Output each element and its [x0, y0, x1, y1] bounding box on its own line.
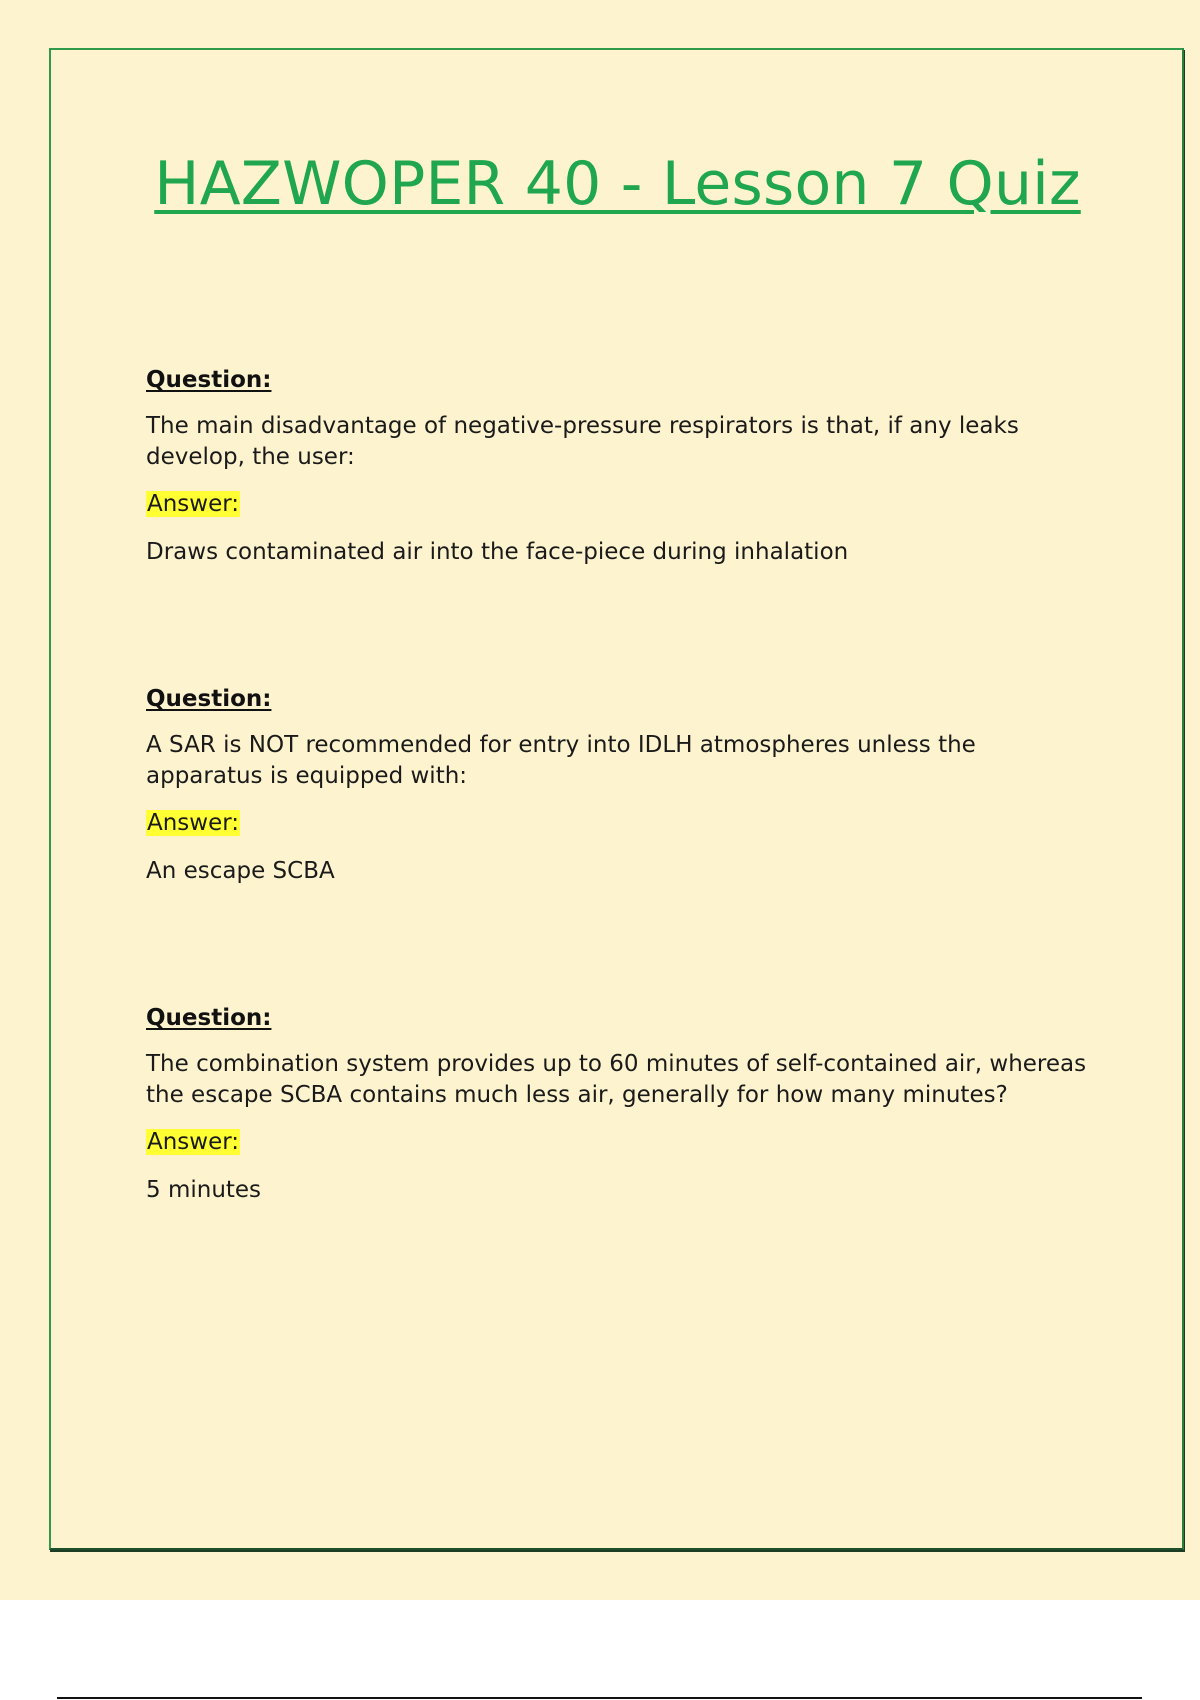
qa-item-2	[146, 684, 1096, 887]
answer-text: An escape SCBA	[146, 858, 335, 884]
question-label: Question:	[146, 1005, 272, 1031]
page-title: HAZWOPER 40 - Lesson 7 Quiz	[154, 149, 1081, 219]
question-text: The main disadvantage of negative-pressure respirators is that, if any leaks develop, the user:	[146, 413, 1019, 470]
answer-label: Answer:	[147, 1129, 240, 1155]
question-text: A SAR is NOT recommended for entry into IDLH atmospheres unless the apparatus is equipped with:	[146, 732, 976, 789]
question-label: Question:	[146, 367, 272, 393]
question-label: Question:	[146, 686, 272, 712]
question-text: The combination system provides up to 60 minutes of self-contained air, whereas the escape SCBA contains much less air, generally for how many minutes?	[146, 1051, 1087, 1108]
answer-label: Answer:	[147, 810, 240, 836]
qa-item-1	[146, 365, 1096, 568]
answer-label-row	[146, 489, 1096, 521]
answer-text: 5 minutes	[146, 1177, 262, 1203]
footer-divider	[57, 1697, 1142, 1699]
answer-label-row	[146, 1127, 1096, 1159]
qa-item-3	[146, 1003, 1096, 1206]
answer-text: Draws contaminated air into the face-piece during inhalation	[146, 539, 849, 565]
answer-label-row	[146, 808, 1096, 840]
answer-label: Answer:	[147, 491, 240, 517]
